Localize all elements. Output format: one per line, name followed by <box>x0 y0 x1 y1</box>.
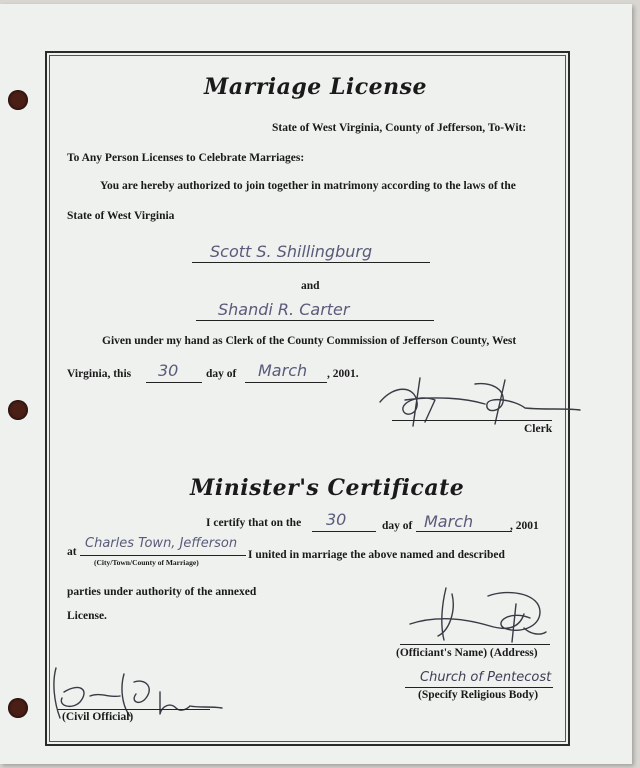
license-year-text: , 2001. <box>327 368 359 380</box>
religious-body-handwritten: Church of Pentecost <box>420 670 552 685</box>
certificate-month-line <box>416 531 512 532</box>
license-day-handwritten: 30 <box>158 361 179 380</box>
given-under-text: Given under my hand as Clerk of the County Commission of Jefferson County, West <box>102 335 517 347</box>
certify-text: I certify that on the <box>206 517 302 529</box>
license-month-line <box>245 382 327 383</box>
certificate-day-of-text: day of <box>382 520 413 532</box>
civil-official-line <box>58 709 210 710</box>
religious-body-label: (Specify Religious Body) <box>418 689 539 701</box>
parties-text: parties under authority of the annexed <box>67 586 257 598</box>
officiant-signature <box>400 584 560 649</box>
marriage-place-caption: (City/Town/County of Marriage) <box>94 558 199 567</box>
binder-hole-top <box>8 90 28 110</box>
license-day-of-text: day of <box>206 368 237 380</box>
religious-body-line <box>405 687 553 688</box>
clerk-signature <box>375 374 585 434</box>
certificate-year-text: , 2001 <box>510 520 539 532</box>
civil-official-label: (Civil Official) <box>62 711 134 723</box>
marriage-place-line <box>80 555 246 556</box>
certificate-sheet <box>0 4 632 764</box>
license-title: Marriage License <box>204 74 428 100</box>
to-any-person-line: To Any Person Licenses to Celebrate Marriages: <box>67 152 305 164</box>
officiant-line <box>400 644 550 645</box>
and-text: and <box>301 280 320 292</box>
clerk-label: Clerk <box>524 423 553 435</box>
license-word: License. <box>67 610 107 622</box>
binder-hole-bottom <box>8 698 28 718</box>
certificate-day-handwritten: 30 <box>326 510 347 529</box>
bride-name-line <box>196 320 434 321</box>
license-month-handwritten: March <box>258 361 308 380</box>
binder-hole-middle <box>8 400 28 420</box>
certificate-month-handwritten: March <box>424 512 474 531</box>
clerk-signature-line <box>392 420 552 421</box>
license-day-line <box>146 382 202 383</box>
united-in-marriage-text: I united in marriage the above named and described <box>248 549 505 561</box>
at-label: at <box>67 546 77 558</box>
authorization-text: You are hereby authorized to join together in matrimony according to the laws of the <box>100 180 516 192</box>
bride-name-handwritten: Shandi R. Carter <box>218 300 350 319</box>
virginia-this-text: Virginia, this <box>67 368 132 380</box>
certificate-title: Minister's Certificate <box>190 475 465 501</box>
state-county-line: State of West Virginia, County of Jefferson, To-Wit: <box>272 122 527 134</box>
groom-name-handwritten: Scott S. Shillingburg <box>210 242 373 261</box>
state-text: State of West Virginia <box>67 210 175 222</box>
marriage-place-handwritten: Charles Town, Jefferson <box>85 536 238 551</box>
certificate-day-line <box>312 531 376 532</box>
officiant-label: (Officiant's Name) (Address) <box>396 647 538 659</box>
groom-name-line <box>192 262 430 263</box>
